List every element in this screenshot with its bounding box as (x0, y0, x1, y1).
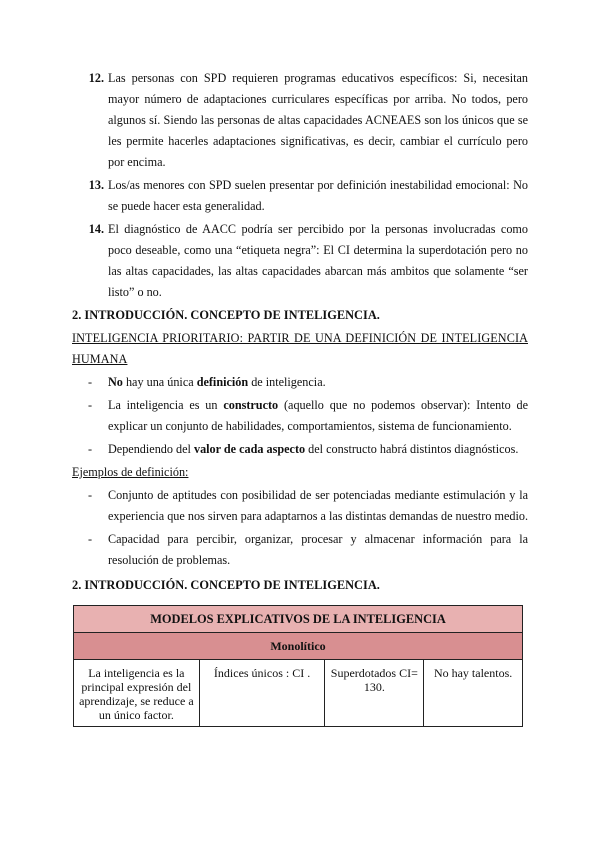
bullet-item: - Dependiendo del valor de cada aspecto del constructo habrá distintos diagnósticos. (72, 439, 528, 460)
document-page (72, 68, 528, 598)
bullet-item: - La inteligencia es un constructo (aquello que no podemos observar): Intento de explicar un conjunto de habilidades, comportamientos, sistema de funcionamiento. (72, 395, 528, 437)
bold-text: valor de cada aspecto (193, 442, 306, 456)
bullet-dash: - (88, 398, 93, 412)
table-cell: Índices únicos : CI . (199, 660, 325, 727)
item-number: 12. (88, 71, 104, 85)
item-number: 14. (88, 222, 104, 236)
table-row (74, 660, 523, 727)
item-text: El diagnóstico de AACC podría ser percibido por la personas involucradas como poco deseable, como una “etiqueta negra”: El CI determina la superdotación pero no las altas capacidades, las altas capacidades abarcan más ambitos que solamente “ser listo” o no. (108, 222, 528, 299)
section-subheading: INTELIGENCIA PRIORITARIO: PARTIR DE UNA DEFINICIÓN DE INTELIGENCIA HUMANA (72, 331, 528, 366)
item-number: 13. (88, 178, 104, 192)
item-text: Los/as menores con SPD suelen presentar por definición inestabilidad emocional: No se puede hacer esta generalidad. (108, 178, 528, 213)
item-text: Las personas con SPD requieren programas educativos específicos: Si, necesitan mayor número de adaptaciones curriculares específicas por arriba. No todos, pero algunos sí. Siendo las personas de altas capacidades ACNEAES son los únicos que se les permite hacerles adaptaciones significativas, es decir, cambiar el currículo pero por encima. (108, 71, 528, 169)
list-item (72, 219, 528, 303)
bold-text: constructo (223, 398, 279, 412)
table-subtitle: Monolítico (74, 633, 523, 660)
bullet-dash: - (88, 375, 93, 389)
section-heading: 2. INTRODUCCIÓN. CONCEPTO DE INTELIGENCIA. (72, 578, 380, 592)
bullet-dash: - (88, 488, 93, 502)
list-item (72, 68, 528, 173)
bold-text: No (108, 375, 123, 389)
bullet-dash: - (88, 532, 93, 546)
bullet-item: - Capacidad para percibir, organizar, procesar y almacenar información para la resolución de problemas. (72, 529, 528, 571)
bullet-item: - No hay una única definición de inteligencia. (72, 372, 528, 393)
bullet-dash: - (88, 442, 93, 456)
table-cell: Superdotados CI= 130. (325, 660, 424, 727)
table-cell: No hay talentos. (424, 660, 523, 727)
examples-label: Ejemplos de definición: (72, 465, 189, 479)
bold-text: definición (196, 375, 249, 389)
list-item (72, 175, 528, 217)
table-cell: La inteligencia es la principal expresión del aprendizaje, se reduce a un único factor. (74, 660, 200, 727)
models-table (73, 605, 523, 727)
bullet-item: - Conjunto de aptitudes con posibilidad de ser potenciadas mediante estimulación y la experiencia que nos sirven para adaptarnos a las distintas demandas de nuestro medio. (72, 485, 528, 527)
section-heading: 2. INTRODUCCIÓN. CONCEPTO DE INTELIGENCIA. (72, 308, 380, 322)
table-title: MODELOS EXPLICATIVOS DE LA INTELIGENCIA (74, 606, 523, 633)
